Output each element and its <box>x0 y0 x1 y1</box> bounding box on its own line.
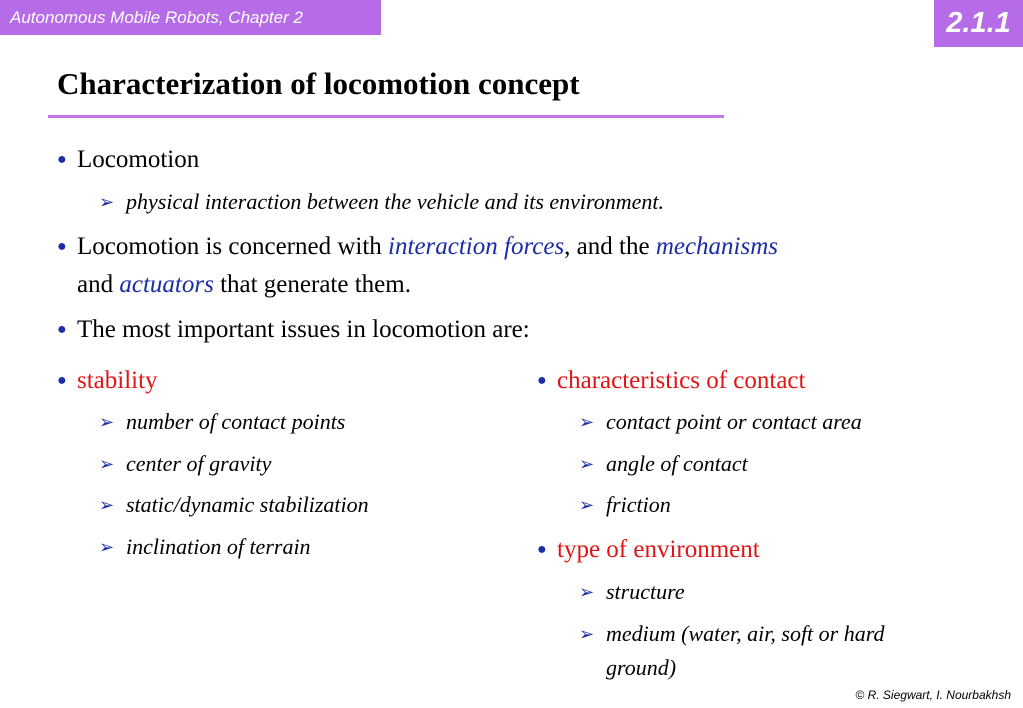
contact-item <box>579 488 671 522</box>
item-text: center of gravity <box>126 451 272 476</box>
chapter-banner: Autonomous Mobile Robots, Chapter 2 <box>0 0 381 35</box>
heading-text: characteristics of contact <box>557 367 806 394</box>
stability-item <box>99 405 346 439</box>
item-text: contact point or contact area <box>606 409 862 434</box>
environment-item <box>579 617 885 651</box>
item-text: number of contact points <box>126 409 346 434</box>
title-underline <box>48 115 724 118</box>
bullet-text-part: and <box>77 271 120 298</box>
bullet-concerned-with-line2 <box>77 266 411 303</box>
arrow-bullet-icon: ➢ <box>579 454 595 474</box>
contact-item <box>579 447 748 481</box>
arrow-bullet-icon: ➢ <box>579 412 595 432</box>
slide-title: Characterization of locomotion concept <box>57 66 580 101</box>
bullet-important-issues <box>57 311 530 348</box>
item-text: friction <box>606 492 671 517</box>
sub-bullet-text: physical interaction between the vehicle and its environment. <box>126 189 665 214</box>
term-mechanisms: mechanisms <box>655 233 779 260</box>
bullet-dot-icon: ● <box>57 238 67 255</box>
bullet-text-part: , and the <box>564 233 656 260</box>
bullet-dot-icon: ● <box>537 372 547 389</box>
bullet-text: Locomotion <box>77 146 200 173</box>
stability-item <box>99 530 311 564</box>
term-actuators: actuators <box>119 271 214 298</box>
environment-item-continuation <box>606 651 676 685</box>
item-text: angle of contact <box>606 451 748 476</box>
item-text: inclination of terrain <box>126 534 311 559</box>
item-text: static/dynamic stabilization <box>126 492 369 517</box>
arrow-bullet-icon: ➢ <box>99 192 115 212</box>
item-text: structure <box>606 579 685 604</box>
arrow-bullet-icon: ➢ <box>579 582 595 602</box>
arrow-bullet-icon: ➢ <box>99 412 115 432</box>
heading-stability <box>57 362 158 399</box>
heading-type-of-environment <box>537 531 760 568</box>
bullet-concerned-with <box>57 228 779 265</box>
bullet-dot-icon: ● <box>57 151 67 168</box>
stability-item <box>99 447 272 481</box>
bullet-locomotion <box>57 141 200 178</box>
arrow-bullet-icon: ➢ <box>579 624 595 644</box>
bullet-dot-icon: ● <box>537 541 547 558</box>
term-interaction-forces: interaction forces <box>388 233 565 260</box>
bullet-dot-icon: ● <box>57 321 67 338</box>
arrow-bullet-icon: ➢ <box>99 495 115 515</box>
heading-characteristics-of-contact <box>537 362 806 399</box>
bullet-text: The most important issues in locomotion are: <box>77 316 530 343</box>
bullet-dot-icon: ● <box>57 372 67 389</box>
arrow-bullet-icon: ➢ <box>579 495 595 515</box>
heading-text: type of environment <box>557 536 760 563</box>
heading-text: stability <box>77 367 158 394</box>
stability-item <box>99 488 369 522</box>
sub-bullet-physical-interaction <box>99 185 665 219</box>
contact-item <box>579 405 862 439</box>
bullet-text-part: that generate them. <box>213 271 411 298</box>
item-text: ground) <box>606 655 677 680</box>
item-text: medium (water, air, soft or hard <box>606 621 885 646</box>
environment-item <box>579 575 685 609</box>
bullet-text-part: Locomotion is concerned with <box>77 233 389 260</box>
arrow-bullet-icon: ➢ <box>99 454 115 474</box>
arrow-bullet-icon: ➢ <box>99 537 115 557</box>
copyright: © R. Siegwart, I. Nourbakhsh <box>855 688 1011 702</box>
slide-number: 2.1.1 <box>934 0 1023 47</box>
